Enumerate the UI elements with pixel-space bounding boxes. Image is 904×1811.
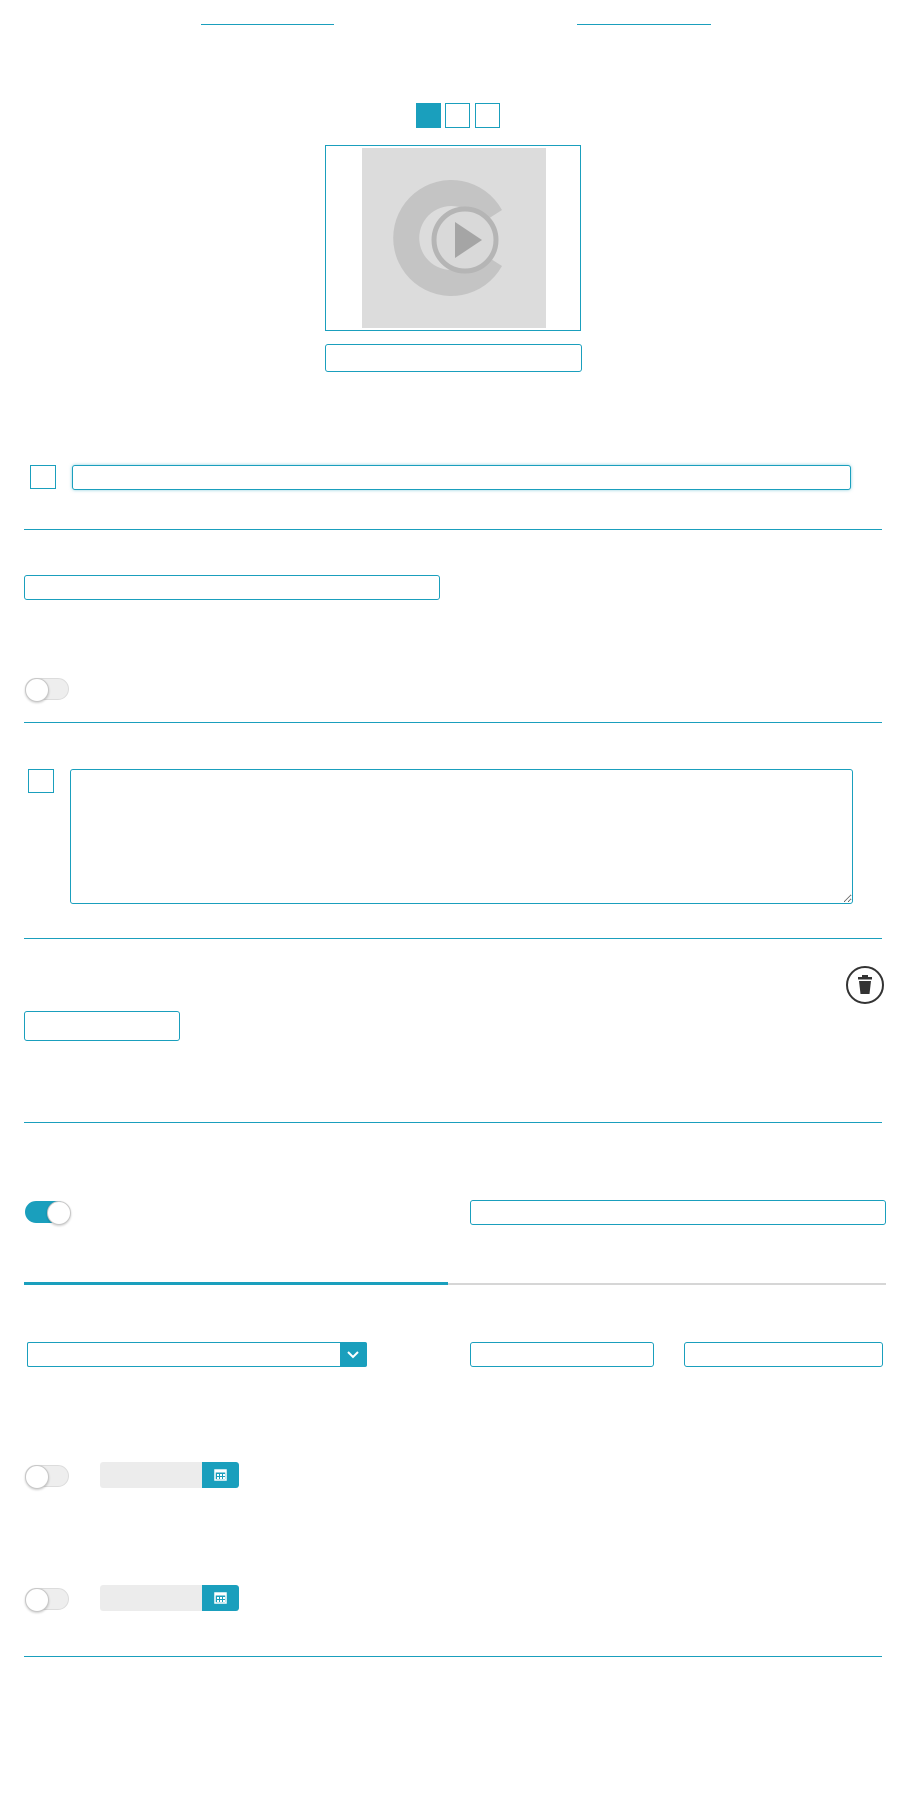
offer-product-date-input[interactable] [100,1585,202,1611]
new-product-date-field[interactable] [100,1462,239,1488]
tab-underline-inactive [448,1283,886,1285]
divider-1 [24,529,882,530]
default-reference-toggle[interactable] [25,678,69,700]
lang-button-en[interactable] [445,103,470,128]
unit-select[interactable] [27,1342,367,1367]
trash-icon [846,966,884,1004]
lang-button-es[interactable] [416,103,441,128]
new-product-toggle[interactable] [25,1465,69,1487]
divider-3 [24,938,882,939]
cover-placeholder-image [362,148,546,328]
divider-4 [24,1122,882,1123]
divider-2 [24,722,882,723]
calendar-icon[interactable] [202,1585,239,1611]
cover-image-frame[interactable] [325,145,581,331]
offer-product-date-field[interactable] [100,1585,239,1611]
ean-input[interactable] [470,1342,654,1367]
units-per-package-input[interactable] [684,1342,883,1367]
position-input[interactable] [470,1200,886,1225]
name-input[interactable] [72,465,851,490]
divider-5 [24,1656,882,1657]
new-product-date-input[interactable] [100,1462,202,1488]
title-line-right [577,24,711,25]
title-line-left [201,24,334,25]
name-lang-tag [30,465,56,489]
reference-input[interactable] [24,575,440,600]
chevron-down-icon [340,1343,366,1366]
lang-button-fr[interactable] [475,103,500,128]
description-textarea[interactable] [70,769,853,904]
offer-product-toggle[interactable] [25,1588,69,1610]
delete-button[interactable] [838,966,898,1024]
description-lang-tag [28,769,54,793]
tab-underline-active [24,1282,448,1285]
active-toggle[interactable] [25,1201,69,1223]
logo-play-icon [362,148,546,328]
select-files-button[interactable] [24,1011,180,1041]
select-cover-button[interactable] [325,344,582,372]
calendar-icon[interactable] [202,1462,239,1488]
